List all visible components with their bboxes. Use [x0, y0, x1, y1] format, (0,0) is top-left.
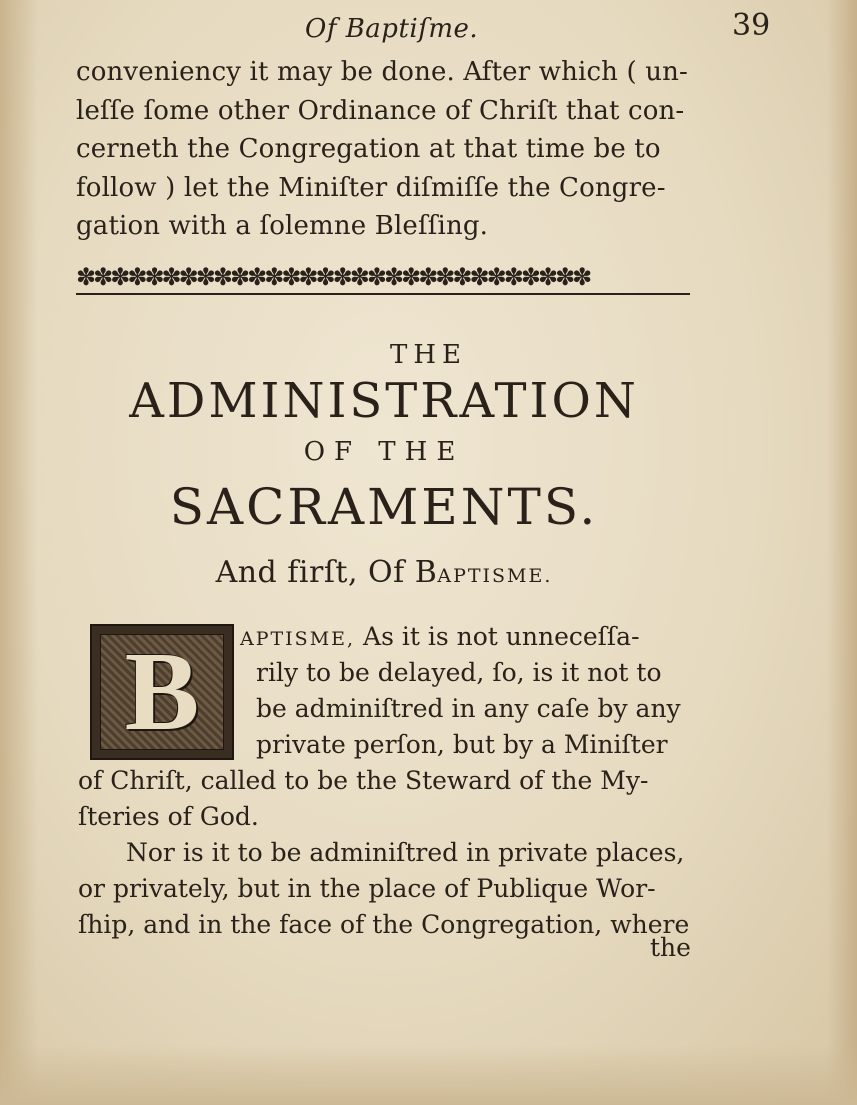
text-line: of Chriſt, called to be the Steward of the My-	[78, 766, 649, 795]
fleuron-row-icon: ✽✽✽✽✽✽✽✽✽✽✽✽✽✽✽✽✽✽✽✽✽✽✽✽✽✽✽✽✽✽	[76, 263, 590, 291]
page-shadow-bottom	[0, 1045, 857, 1105]
text-line: ſhip, and in the face of the Congregation, where	[78, 910, 690, 939]
heading-of-the: OF THE	[303, 437, 465, 467]
page-shadow-right	[827, 0, 857, 1105]
drop-cap-icon	[90, 624, 234, 760]
text-line: or privately, but in the place of Publique Wor-	[78, 874, 656, 903]
text-line-rest: As it is not unneceſſa-	[355, 622, 640, 651]
top-paragraph	[76, 53, 701, 246]
page-shadow-left	[0, 0, 38, 1105]
heading-administration: ADMINISTRATION	[129, 373, 639, 429]
heading-the: THE	[390, 340, 467, 370]
heading-sacraments: SACRAMENTS.	[169, 478, 599, 536]
text-line: Nor is it to be adminiſtred in private places,	[126, 838, 685, 867]
text-line: be adminiſtred in any caſe by any	[256, 694, 681, 723]
text-line: private perſon, but by a Miniſter	[256, 730, 668, 759]
divider-rule	[76, 293, 690, 295]
subtitle-prefix: And firſt, Of B	[215, 555, 438, 590]
text-line	[240, 620, 640, 656]
running-title: Of Baptiſme.	[305, 14, 479, 44]
text-line: conveniency it may be done. After which ( un-	[76, 57, 688, 87]
running-head	[0, 8, 857, 48]
subtitle-smallcaps: APTISME.	[437, 565, 553, 587]
drop-cap-letter: B	[124, 629, 200, 754]
text-line: cerneth the Congregation at that time be to	[76, 134, 661, 164]
section-subtitle	[0, 555, 768, 590]
text-line: leſſe ſome other Ordinance of Chriſt that con-	[76, 95, 685, 126]
first-word-smallcaps: APTISME,	[240, 628, 356, 650]
text-line: gation with a ſolemne Bleſſing.	[76, 211, 489, 241]
ornament-band	[76, 262, 690, 302]
text-line: rily to be delayed, ſo, is it not to	[256, 658, 662, 687]
catchword: the	[650, 933, 691, 962]
text-line: ſteries of God.	[78, 802, 259, 831]
page-number: 39	[732, 8, 771, 43]
text-line: follow ) let the Miniſter diſmiſſe the Congre-	[76, 172, 666, 203]
